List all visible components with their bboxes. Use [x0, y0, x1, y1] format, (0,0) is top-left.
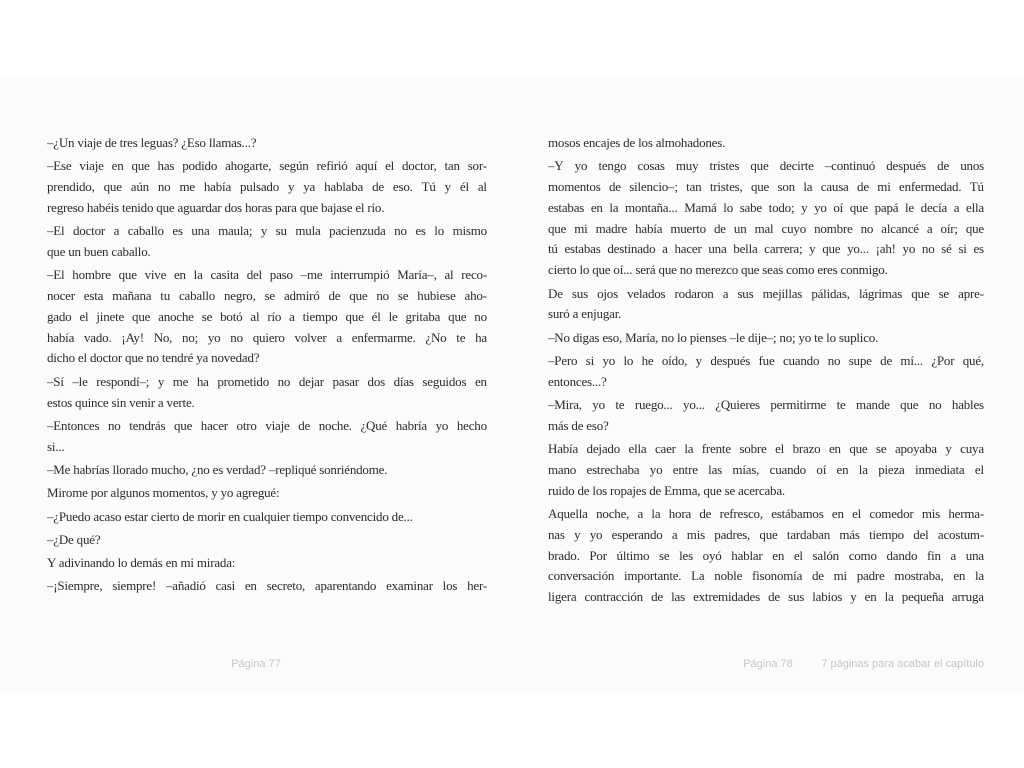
text-line: –Pero si yo lo he oído, y después fue cuando no supe de mí... ¿Por qué, — [548, 352, 984, 368]
text-line: entonces...? — [548, 373, 607, 389]
paragraph — [548, 328, 984, 349]
window-bottom-margin — [0, 693, 1024, 768]
left-page[interactable] — [0, 77, 512, 693]
paragraph — [548, 439, 984, 501]
text-line: mosos encajes de los almohadones. — [548, 135, 726, 150]
text-line: –¿Un viaje de tres leguas? ¿Eso llamas...? — [47, 135, 257, 150]
text-line: estos quince sin venir a verte. — [47, 394, 195, 410]
text-line: –El hombre que vive en la casita del paso –me interrumpió María–, al reco- — [47, 267, 487, 283]
paragraph — [548, 133, 984, 154]
text-line: ruido de los ropajes de Emma, que se acercaba. — [548, 482, 785, 498]
paragraph — [548, 284, 984, 326]
paragraph — [548, 156, 984, 281]
text-line: –Me habrías llorado mucho, ¿no es verdad? –repliqué sonriéndome. — [47, 461, 388, 477]
book-spread — [0, 77, 1024, 693]
text-line: estabas en la montaña... Mamá lo sabe todo; y yo oí que papá le decía a ella — [548, 199, 984, 215]
text-line: ligera contracción de las extremidades de sus labios y en la pequeña arruga — [548, 589, 984, 605]
paragraph — [47, 133, 487, 154]
paragraph — [47, 530, 487, 551]
text-line: regreso habéis tenido que aguardar dos horas para que bajase el río. — [47, 199, 385, 215]
paragraph — [47, 372, 487, 414]
window-top-margin — [0, 0, 1024, 77]
text-line: si... — [47, 438, 65, 454]
text-line: prendido, que aún no me había pulsado y ya hablaba de eso. Tú y él al — [47, 179, 487, 195]
text-line: conversación importante. La noble fisonomía de mi padre mostraba, en la — [548, 568, 984, 584]
text-line: brado. Por último se les oyó hablar en el salón como dando fin a una — [548, 547, 984, 563]
paragraph — [47, 507, 487, 528]
text-line: más de eso? — [548, 417, 609, 433]
left-page-text — [47, 133, 487, 600]
text-line: nas y yo esperando a mis padres, que tardaban más tiempo del acostum- — [548, 526, 984, 542]
paragraph — [548, 504, 984, 608]
paragraph — [47, 221, 487, 263]
right-page-number: Página 78 — [743, 658, 793, 670]
text-line: dicho el doctor que no tendré ya novedad? — [47, 350, 260, 366]
paragraph — [47, 416, 487, 458]
paragraph — [47, 156, 487, 218]
text-line: había vado. ¡Ay! No, no; yo no quiero volver a enfermarme. ¿No te ha — [47, 329, 487, 345]
text-line: –Mira, yo te ruego... yo... ¿Quieres permitirme te mande que no hables — [548, 397, 984, 413]
paragraph — [47, 553, 487, 574]
text-line: –No digas eso, María, no lo pienses –le dije–; no; yo te lo suplico. — [548, 329, 879, 345]
paragraph — [548, 351, 984, 393]
text-line: Aquella noche, a la hora de refresco, estábamos en el comedor mis herma- — [548, 506, 984, 522]
left-page-number: Página 77 — [231, 658, 281, 670]
text-line: –El doctor a caballo es una maula; y su mula pacienzuda no es lo mismo — [47, 223, 487, 239]
text-line: cierto lo que oí... será que no merezco que seas como eres conmigo. — [548, 262, 888, 278]
paragraph — [548, 395, 984, 437]
text-line: –Ese viaje en que has podido ahogarte, según refirió aquí el doctor, tan sor- — [47, 158, 487, 174]
text-line: gado el jinete que anoche se botó al río a tiempo que él le gritaba que no — [47, 308, 487, 324]
paragraph — [47, 265, 487, 369]
text-line: que un buen caballo. — [47, 243, 151, 259]
text-line: tú estabas destinado a hacer una bella carrera; y que yo... ¡ah! yo no sé si es — [548, 241, 984, 257]
right-page[interactable] — [512, 77, 1024, 693]
chapter-remaining-label: 7 páginas para acabar el capítulo — [821, 658, 984, 670]
text-line: momentos de silencio–; tan tristes, que son la causa de mi enfermedad. Tú — [548, 179, 984, 195]
text-line: –¿Puedo acaso estar cierto de morir en cualquier tiempo convencido de... — [47, 508, 413, 524]
text-line: Y adivinando lo demás en mi mirada: — [47, 555, 236, 571]
text-line: –Entonces no tendrás que hacer otro viaje de noche. ¿Qué habría yo hecho — [47, 417, 487, 433]
text-line: –¿De qué? — [47, 531, 101, 547]
paragraph — [47, 576, 487, 597]
text-line: –¡Siempre, siempre! –añadió casi en secreto, aparentando examinar los her- — [47, 578, 487, 594]
paragraph — [47, 483, 487, 504]
text-line: Mirome por algunos momentos, y yo agregué: — [47, 485, 280, 501]
text-line: que mi madre había muerto de un mal cuyo nombre no alcancé a oír; que — [548, 220, 984, 236]
text-line: suró a enjugar. — [548, 306, 622, 322]
text-line: –Y yo tengo cosas muy tristes que decirte –continuó después de unos — [548, 158, 984, 174]
text-line: mano estrechaba yo entre las mías, cuando oí en la pieza inmediata el — [548, 461, 984, 477]
text-line: nocer esta mañana tu caballo negro, se admiró de que no se hubiese aho- — [47, 288, 487, 304]
text-line: Había dejado ella caer la frente sobre el brazo en que se apoyaba y cuya — [548, 441, 984, 457]
text-line: De sus ojos velados rodaron a sus mejillas pálidas, lágrimas que se apre- — [548, 285, 984, 301]
paragraph — [47, 460, 487, 481]
text-line: –Sí –le respondí–; y me ha prometido no dejar pasar dos días seguidos en — [47, 373, 487, 389]
right-page-text — [548, 133, 984, 611]
